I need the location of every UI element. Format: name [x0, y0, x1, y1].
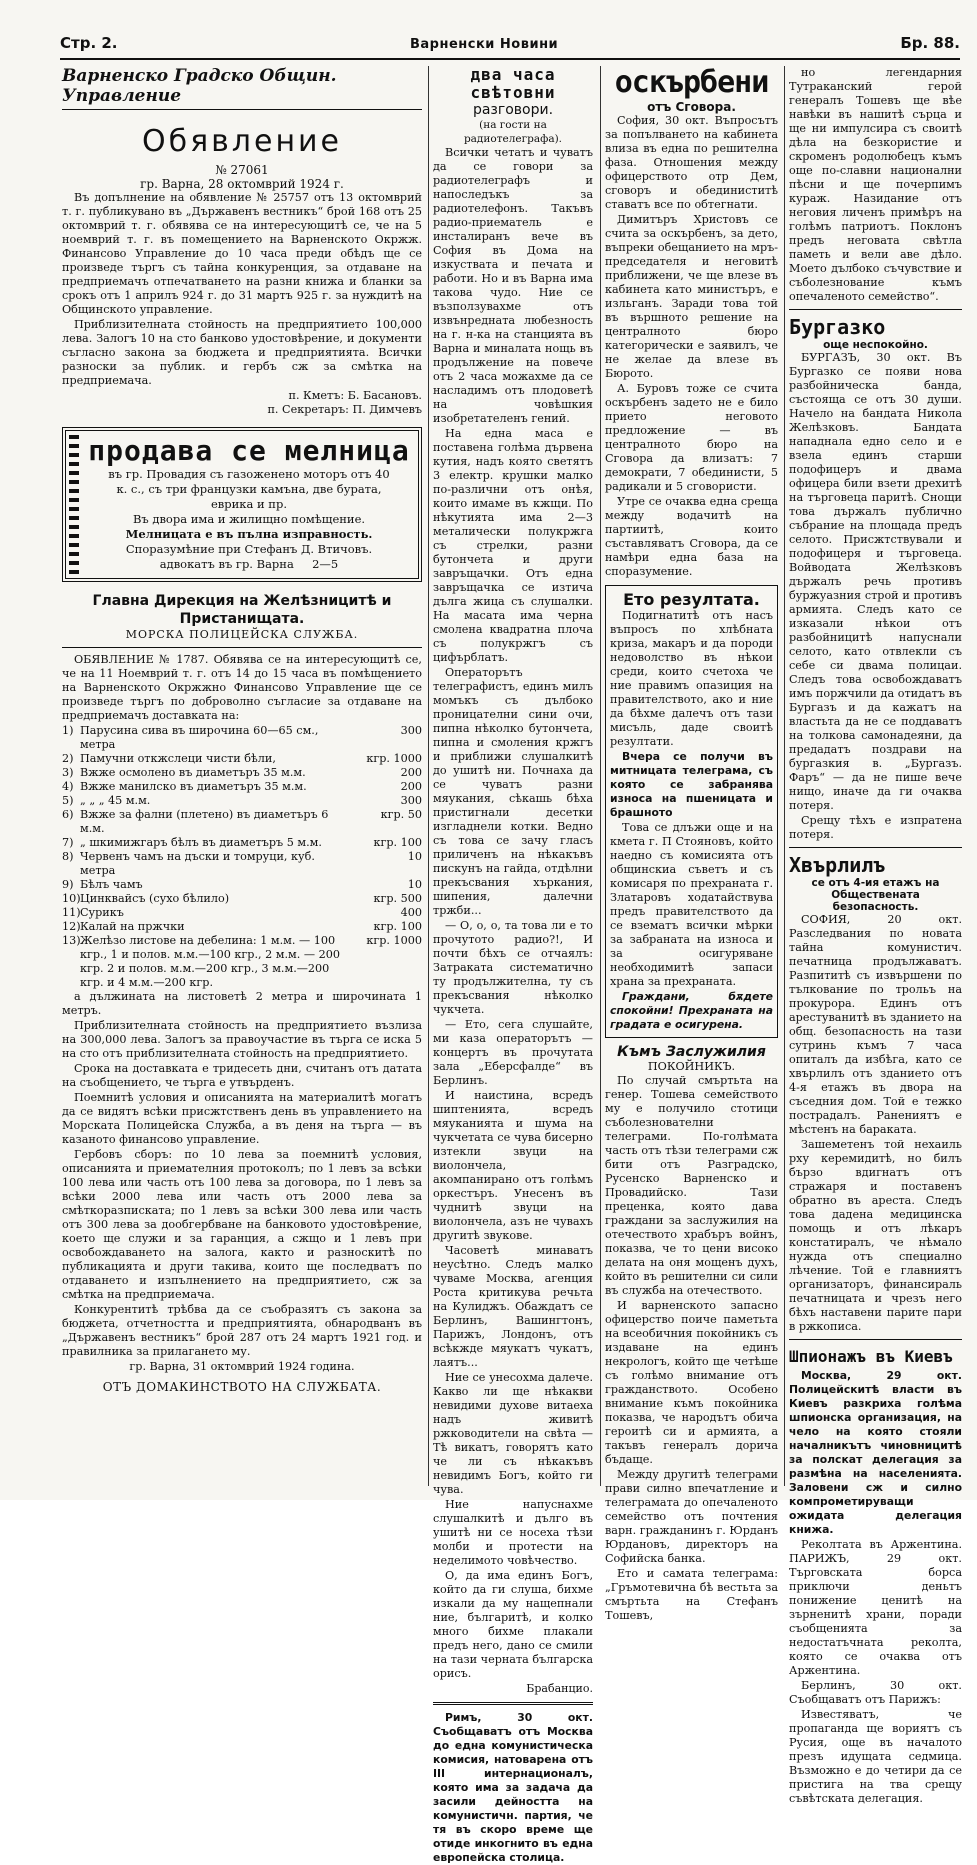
- tender-item: [62, 808, 422, 836]
- burgas-tail: Срещу тѣхъ е изпратена потеря.: [789, 814, 962, 841]
- result-tail: Това се длъжи още и на кмета г. П Стояновъ, който наедно съ комисията отъ общинскиа съветъ и съ комисаря по прехраната г. Златаровъ ходатайствува предъ правителството да се взематъ всички мѣрки за забраната на износа и за осигуряване необходимитѣ запаси храна за прехраната.: [610, 821, 773, 988]
- tender-notice-tail: а дължината на листоветѣ 2 метра и широчината 1 метръ.: [62, 990, 422, 1017]
- berlin-news-lead: Берлинъ, 30 окт. Съобщаватъ отъ Парижъ:: [789, 1679, 962, 1706]
- tender-item-number: 9): [62, 878, 74, 891]
- jumped-headline: Хвърлилъ: [789, 853, 886, 877]
- tender-paragraph: Поемнитѣ условия и описанията на материалитѣ могатъ да се видятъ всѣки присжтственъ день въ управлението на Морската Полицейска Служба, а въ деня на търга — въ казаното финансово управление.: [62, 1091, 422, 1146]
- radio-article-body: [433, 146, 593, 1681]
- column-3: [600, 65, 778, 1622]
- tender-item-number: 4): [62, 780, 74, 793]
- tender-item-quantity: 400: [400, 906, 422, 919]
- tender-item-quantity: 10: [407, 850, 422, 863]
- tender-item: [62, 752, 422, 766]
- mill-ad-line: Споразумѣние при Стефанъ Д. Втичовъ.: [125, 542, 373, 556]
- tender-item-number: 8): [62, 850, 74, 863]
- tender-item-text: Парусина сива въ широчина 60—65 см., метра: [80, 724, 319, 751]
- tender-item-number: 12): [62, 920, 81, 933]
- paper-name: Варненски Новини: [410, 37, 559, 52]
- tender-item-number: 13): [62, 934, 81, 947]
- result-close: Граждани, бѫдете спокойни! Прехраната на градата е осигурена.: [610, 990, 773, 1031]
- tender-item-text: Памучни откжслеци чисти бѣли,: [80, 752, 276, 765]
- tender-item-quantity: кгр. 1000: [366, 934, 422, 947]
- burgas-subtitle: още неспокойно.: [823, 339, 928, 351]
- obituary-paragraph: Ето и самата телеграма: „Гръмотевична бѣ вестьта за смъртьта на Стефанъ Тошевъ,: [605, 1567, 778, 1622]
- obituary-paragraph: По случай смъртьта на генер. Тошева семейството му е получило стотици съболезнователни телеграми. По-голѣмата часть отъ тѣзи телеграми сж бити отъ Разградско, Русенско Варненско и Провадийско. Тази преценка, която дава граждани за заслужилия на отечеството храбъръ войнъ, показва, че то цени високо делата на оня мощенъ духъ, който въ решителни си сили въ служба на отечеството.: [605, 1074, 778, 1297]
- tender-item-quantity: 300: [400, 724, 422, 737]
- mill-ad-address: адвокатъ въ гр. Варна: [159, 557, 294, 571]
- tender-item-quantity: кгр. 50: [380, 808, 422, 821]
- radio-paragraph: — Ето, сега слушайте, ми каза операторътъ — концертъ въ прочутата зала „Еберсфалде“ въ Берлинъ.: [433, 1018, 593, 1087]
- radio-paragraph: Всички четатъ и чуватъ да се говори за радиотелеграфъ и напоследъкъ за радиотелефонъ. Такъвъ радио-приематель е инсталиранъ вече въ София въ Дома на изкуствата и печата и работи. Но и въ Варна има такова чудо. Ние се възползувахме отъ извънредната любезность на г. н-ка на станцията въ Варна и миналата нощь въ продължение на повече отъ 2 часа можахме да се насладимъ отъ плодоветѣ на човѣшкия изобретателенъ гений.: [433, 146, 593, 425]
- tender-item-quantity: 200: [400, 780, 422, 793]
- tender-item-quantity: 200: [400, 766, 422, 779]
- offended-body: [605, 114, 778, 579]
- burgas-headline: Бургазко: [789, 315, 886, 339]
- offended-paragraph: Утре се очаква една среща между водачитѣ на партиитѣ, които съставляватъ Сговора, да се намѣри една база на споразумение.: [605, 495, 778, 578]
- tender-item-list: [62, 724, 422, 990]
- result-body: [610, 609, 773, 749]
- mill-ad: [62, 427, 422, 582]
- radio-paragraph: — О, о, о, та това ли е то прочутото радио?!, И почти бѣхъ се отчаялъ: Затраката систематично ту продължителна, ту съ прекъсвания нѣколко чукчета.: [433, 919, 593, 1016]
- argentina-news: Реколтата въ Аржентина. ПАРИЖЪ, 29 окт. Търговската борса приключи деньтъ понижение ценитѣ на зърненитѣ храни, поради съобщенията за недостатъчната реколта, която се очаква отъ Аржентина.: [789, 1538, 962, 1677]
- maritime-police-subtitle: МОРСКА ПОЛИЦЕЙСКА СЛУЖБА.: [125, 628, 359, 641]
- tender-item-text: „ шкимижгаръ бѣлъ въ диаметъръ 5 м.м.: [80, 836, 322, 849]
- obituary-end-paragraph: но легендарния Тутраканский герой генералъ Тошевъ ще вѣе навѣки въ нашитѣ сърца и ще ни импулсира съ своитѣ дѣла на безкористие и скроменъ родолюбецъ къмъ още по-славни национални пѣсни и ще почерпимъ кураж. Назидание отъ неговия личенъ примѣръ на голѣмъ патриотъ. Поклонъ предъ неговата свѣтла паметь и вели аве дѣло. Моето дълбоко съчувствие и съболезнование къмъ опечаленото семейство“.: [789, 66, 962, 303]
- divider: [789, 847, 962, 848]
- signature-mayor: п. Кметъ: Б. Басановъ.: [288, 389, 422, 402]
- offended-paragraph: А. Буровъ тоже се счита оскърбенъ задето не е било прието неговото предложение — въ централното бюро на Сговора да влизатъ: 7 демократи, 7 обединисти, 5 радикали и 5 сговористи.: [605, 382, 778, 493]
- tender-paragraph: Гербовъ сборъ: по 10 лева за поемнитѣ условия, описанията и приемателния протоколъ; по 1 левъ за всѣки 100 лева или часть отъ 100 лева за договора, по 1 левъ за всѣки 2000 лева или часть отъ 2000 лева за смѣткоразписката; по 1 левъ за всѣки 300 лева или часть отъ 300 лева за дообгербване на банковото удостовѣрение, което ще служи и за гаранция, а сжщо и 1 левъ при освобождаването на залога, както и разноскитѣ по публикацията и други такива, които ще последватъ по отдаването и изпълнението на предприятието, сж за смѣтка на предприемача.: [62, 1148, 422, 1301]
- mill-ad-line: еврика и пр.: [210, 497, 287, 511]
- result-paragraph: Подигнатитѣ отъ насъ въпросъ по хлѣбната криза, макаръ и да породи недоволство въ нѣкои среди, които счетоха че ние правимъ опазиция на правителството, ако и ние да бѣхме далечъ отъ тази мисъль, даде своитѣ резултати.: [610, 609, 773, 748]
- jumped-tail: Зашеметенъ той нехаиль рху керемидитѣ, но билъ бързо вдигнатъ отъ стражаря и поставенъ обратно въ ареста. Следъ това дадена медицинска помощь и отъ лѣкаръ констатиралъ, че нѣмало нужда отъ специално лѣчение. Той е главниятъ организаторъ, финансираль печатницата и чрезъ него бѣхъ наставени парите пари в ржкописа.: [789, 1138, 962, 1333]
- tender-item-text: Калай на пржчки: [80, 920, 185, 933]
- tender-item-number: 2): [62, 752, 74, 765]
- radio-paragraph: О, да има единъ Богъ, който да ги слуша, бихме изкали да му нащепнали ние, българитѣ, и колко много бихме плакали предъ него, дано се смили на тази черната българска орисъ.: [433, 1569, 593, 1680]
- result-bold: Вчера се получи въ митницата телеграма, съ която се забранява износа на пшеницата и брашното: [610, 750, 773, 819]
- tender-item-text: „ „ „ 45 м.м.: [80, 794, 151, 807]
- tender-item-number: 7): [62, 836, 74, 849]
- divider: [789, 1339, 962, 1340]
- jumped-subtitle: се отъ 4-ия етажъ на Обществената безопасность.: [811, 877, 940, 913]
- tender-item-number: 3): [62, 766, 74, 779]
- offended-headline: оскърбени: [614, 65, 769, 100]
- tender-item: [62, 850, 422, 878]
- tender-item-text: Червенъ чамъ на дъски и томруци, куб. метра: [80, 850, 315, 877]
- masthead: [60, 32, 960, 60]
- radio-article-title: два часа свѣтовни: [470, 65, 556, 102]
- tender-item-text: Вжже манилско въ диаметъръ 35 м.м.: [80, 780, 307, 793]
- tender-item-number: 5): [62, 794, 74, 807]
- jumped-body: СОФИЯ, 20 окт. Разследвания по новата тайна комунистич. печатница продължаватъ. Разпититѣ съ извършени по тълкование по трольъ на прокурора. Единъ отъ арестуванитѣ въ зданието на общ. безопасность на тази сутринь къмъ 7 часа опиталъ да избѣга, като се хвърлилъ отъ зданието отъ 4-я етажъ въ двора на съседния дом. Той е тежко пострадалъ. Ранениятъ е мѣстенъ на баракатa.: [789, 913, 962, 1136]
- tender-item: [62, 934, 422, 990]
- closing-date: гр. Варна, 31 октомврий 1924 година.: [129, 1360, 355, 1373]
- announcement-title: Обявление: [141, 124, 343, 159]
- rome-news: Римъ, 30 окт. Съобщаватъ отъ Москва до една комунистическа комисия, натоварена отъ III интернационалъ, която има за задача да засили дейността на комунистичн. партия, че тя въ скоро време ще отиде инкогнито въ една европейска столица.: [433, 1711, 593, 1864]
- tender-item-number: 6): [62, 808, 74, 821]
- radio-article-subtitle: разговори.: [472, 102, 554, 118]
- radio-article-note: (на гости на радиотелеграфа).: [463, 119, 563, 145]
- obituary-paragraph: И варненското запасно офицерство поиче паметьта на всеобичния покойникъ съ издаване на единъ некрологъ, който ще четѣше съ голѣмо внимание отъ гражданството. Особено внимание къмъ покойника показва, че народътъ обича героитѣ си и армията, а такъвъ генералъ дорича бъдаще.: [605, 1299, 778, 1466]
- mill-ad-line: Въ двора има и жилищно помѣщение.: [132, 512, 366, 526]
- mill-ad-line: [86, 557, 412, 572]
- tender-item-text: Вжже за фални (плетено) въ диаметъръ 6 м.м.: [80, 808, 329, 835]
- tender-item: [62, 766, 422, 780]
- tender-item-text: Цинквайсъ (сухо бѣлило): [80, 892, 230, 905]
- espionage-body: Москва, 29 окт. Полицейскитѣ власти въ Киевъ разкриха голѣма шпионска организация, на чело на която стояли началникътъ чиновницитѣ за полскат делегация за размѣна на населенията. Заловени сж и силно компрометируващи ожидата делегация книжа.: [789, 1369, 962, 1536]
- result-box: [605, 585, 778, 1038]
- tender-item-number: 10): [62, 892, 81, 905]
- radio-paragraph: Часоветѣ минаватъ неусѣтно. Следъ малко чуваме Москва, агенция Роста критикува речьта на Кулиджъ. Обаждатъ се Берлинъ, Вашингтонъ, Парижъ, Лондонъ, отъ всѣкжде мяукатъ чукатъ, лаятъ...: [433, 1244, 593, 1369]
- tender-item-quantity: кгр. 1000: [366, 752, 422, 765]
- mill-ad-run: 2—5: [312, 557, 339, 571]
- result-title: Ето резултата.: [623, 590, 760, 609]
- announcement-body-1: Въ допълнение на обявление № 25757 отъ 13 октомврий т. г. публикувано въ „Държавенъ вестникъ“ брой 168 отъ 25 октомврий т. г. обявява се на интересующитѣ се, че на 5 ноемврий т. г. въ помещението на Варненското Окржж. Финансово Управление до 10 часа преди обѣдъ ще се произведе търгъ съ тайна конкуренция, за отдаване на предприемачъ отпечатването на разни книжа и бланки за срокъ отъ 1 априлъ 924 г. до 31 мартъ 925 г. за нуждитѣ на Общинското управление.: [62, 191, 422, 316]
- announcement-number: № 27061: [215, 163, 269, 177]
- tender-item: [62, 892, 422, 906]
- divider: [789, 309, 962, 310]
- tender-paragraph: Срока на доставката е тридесеть дни, считанъ отъ датата на съобщението, че търга е утвърденъ.: [62, 1062, 422, 1089]
- tender-paragraph: Приблизителната стойность на предприятието възлиза на 300,000 лева. Залогъ за правоучастие въ търга се иска 5 на сто отъ приблизителната стойность на предприятието.: [62, 1019, 422, 1060]
- radio-paragraph: Ние напуснахме слушалкитѣ и дълго въ ушитѣ ни се носеха тѣзи молби и протести на неделимото човѣчество.: [433, 1498, 593, 1567]
- announcement-date: гр. Варна, 28 октомврий 1924 г.: [140, 177, 344, 191]
- column-2: [428, 65, 593, 1864]
- tender-item-quantity: 10: [407, 878, 422, 891]
- mill-ad-line: въ гр. Провадия съ газоженено моторъ отъ 40: [108, 467, 390, 481]
- mill-ad-line: Мелницата е въ пълна изправность.: [125, 527, 373, 541]
- obituary-continuation: [789, 66, 962, 304]
- tender-item: [62, 906, 422, 920]
- tender-item-text: Бѣлъ чамъ: [80, 878, 143, 891]
- tender-item-quantity: кгр. 100: [373, 836, 422, 849]
- closing-signature: ОТЪ ДОМАКИНСТВОТО НА СЛУЖБАТА.: [102, 1380, 382, 1394]
- signature-secretary: п. Секретаръ: П. Димчевъ: [267, 403, 422, 416]
- radio-article-signature: Брабанцио.: [526, 1682, 593, 1695]
- tender-item: [62, 724, 422, 752]
- berlin-news-body: Известяватъ, че пропаганда ще вориятъ съ Русия, още въ началото презъ идущата седмица. Възможно е до четири да се пристига на тва срещу съвѣтската делегация.: [789, 1708, 962, 1805]
- tender-item: [62, 920, 422, 934]
- obituary-subtitle: ПОКОЙНИКЪ.: [647, 1060, 736, 1073]
- mill-ad-title: продава се мелница: [88, 434, 410, 467]
- page-number: Стр. 2.: [60, 34, 118, 52]
- column-4: [784, 66, 962, 1805]
- obituary-paragraph: Между другитѣ телеграми прави силно впечатление и телеграмата до опечаленото семейство отъ почтения варн. гражданинъ г. Юрданъ Юрдановъ, директоръ на Софийска банка.: [605, 1468, 778, 1565]
- tender-item: [62, 794, 422, 808]
- radio-paragraph: И наистина, всредъ шиптенията, всредъ мяуканията и шума на чукчетата се чува бисерно изтекли звуци на виолончела, акомпанирано отъ голѣмъ оркестъръ. Унесенъ въ чуднитѣ звуци на виолончела, азъ не чувахъ другитѣ звукове.: [433, 1089, 593, 1242]
- railways-directorate-title: Главна Дирекция на Желѣзницитѣ и Пристанищата.: [92, 593, 392, 627]
- issue-number: Бр. 88.: [900, 34, 960, 52]
- tender-notice-intro: ОБЯВЛЕНИЕ № 1787. Обявява се на интересующитѣ се, че на 11 Ноемврий т. г. отъ 14 до 15 часа въ помѣщението на Варненското Окржжно Финансово Управление ще се произведе търгъ по доброволно съгласие за отдаване на предприемачъ доставката на:: [62, 653, 422, 722]
- tender-item: [62, 878, 422, 892]
- tender-item-quantity: кгр. 500: [373, 892, 422, 905]
- offended-paragraph: София, 30 окт. Въпросътъ за попълването на кабинета влиза въ една по решителна фаза. Отношения между офицерството отр Дем, сговоръ и обединиститѣ ставатъ все по обтегнати.: [605, 114, 778, 211]
- tender-item-text: Сурикъ: [80, 906, 124, 919]
- divider: [62, 647, 422, 648]
- tender-paragraph: Конкурентитѣ трѣбва да се съобразятъ съ закона за бюджета, отчетността и предприятията, обнародванъ въ „Държавенъ вестникъ“ брой 287 отъ 24 мартъ 1921 год. и правилника за прилагането му.: [62, 1303, 422, 1358]
- mill-ad-line: к. с., съ три французки камъна, две бурата,: [116, 482, 382, 496]
- tender-item: [62, 836, 422, 850]
- offended-paragraph: Димитъръ Христовъ се счита за оскърбенъ, за дето, въпреки обещанието на мръ-председателя и неговитѣ приближени, че ще влезе въ кабинета като министъръ, е изльганъ. Заради това той въ вършното решение на централното бюро категорически е заявилъ, че не желае да влезе въ Бюрото.: [605, 213, 778, 380]
- tender-item: [62, 780, 422, 794]
- announcement-body-2: Приблизителната стойность на предприятието 100,000 лева. Залогъ 10 на сто банково удостовѣрение, и документи съгласно закона за бюджета и предприятията. Всички разноски за публик. и гербъ сж за смѣтка на предприемача.: [62, 318, 422, 387]
- offended-subtitle: отъ Сговора.: [647, 100, 736, 114]
- obituary-title: Къмъ Заслужилия: [617, 1044, 766, 1060]
- radio-paragraph: На една маса е поставена голѣма дървена кутия, надъ която светятъ 3 електр. крушки малко по-различни отъ онѣя, които имаме въ кжщи. По нѣкутията има 2—3 металически полукржга съ стрелки, разни бутончета и други завръщачки. Отъ една завръщачка се изтича дълга жица съ слушалки. На масата има черна смолена квадратна плоча съ полукржгъ съ цифърблатъ.: [433, 427, 593, 664]
- tender-item-number: 1): [62, 724, 74, 737]
- tender-paragraphs: [62, 1019, 422, 1359]
- obituary-body: [605, 1074, 778, 1623]
- tender-item-quantity: кгр. 100: [373, 920, 422, 933]
- tender-item-text: Вжже осмолено въ диаметъръ 35 м.м.: [80, 766, 306, 779]
- radio-paragraph: Ние се унесохма далече. Какво ли ще нѣкакви невидими духове витаеха надъ живитѣ ржководители на свѣта — Тѣ викатъ, говорятъ като че ли съ нѣкакъвъ невидимъ Богъ, който ги чува.: [433, 1371, 593, 1496]
- divider: [433, 1702, 593, 1705]
- burgas-body: БУРГАЗЪ, 30 окт. Въ Бургазко се появи нова разбойническа банда, състояща се отъ 30 души. Начело на бандата Никола Желѣзковъ. Бандата нападнала едно село и е взела единъ старши подофицеръ и двама офицера били взети дрехитѣ на търговеца паритѣ. Снощи това държалъ публично събрание на площада предъ селото. Присжтствували и подофицеря и търговеца. Войводата Желѣзковъ държалъ речь противъ буржуазния строй и противъ армията. Следъ като се изказали нѣкои отъ разбойницитѣ напуснали селото, като отвлекли съ себе си двама полицаи. Следъ това освобождаватъ имъ поржчили да отидатъ въ Бургазъ и да кажатъ на властьта да не се поддаватъ на толкова самонадеяни, да предадатъ поздрави на бургазкия в. „Бургазъ. Фаръ“ — да не пише вече нищо, иначе да ги очаква потеря.: [789, 351, 962, 812]
- tender-item-quantity: 300: [400, 794, 422, 807]
- tender-item-text: Желѣзо листове на дебелина: 1 м.м. — 100 кгр., 1 и полов. м.м.—100 кгр., 2 м.м. — 200 кгр. 2 и полов. м.м.—200 кгр., 3 м.м.—200 кгр. и 4 м.м.—200 кгр.: [80, 934, 340, 989]
- tender-item-number: 11): [62, 906, 81, 919]
- espionage-headline: Шпионажъ въ Киевъ: [789, 1347, 953, 1366]
- municipal-kicker: Варненско Градско Общин. Управление: [62, 66, 422, 110]
- column-1: [62, 66, 422, 1486]
- radio-paragraph: Операторътъ телеграфистъ, единъ милъ момъкъ съ дълбоко проницателни сини очи, пипна нѣколко бутончета, пипна и смоления кржгъ и приближи слушалкитѣ до ушитѣ ни. Почнаха да се чуватъ разни мяукания, сѣкашь бѣха пристигнали десетки изгладнели котки. Ведно съ това се зачу гласъ приличенъ на нѣкакъвъ пискунъ на гайда, отдѣлни прекъсвания хъркания, шипения, далечни тржби...: [433, 666, 593, 917]
